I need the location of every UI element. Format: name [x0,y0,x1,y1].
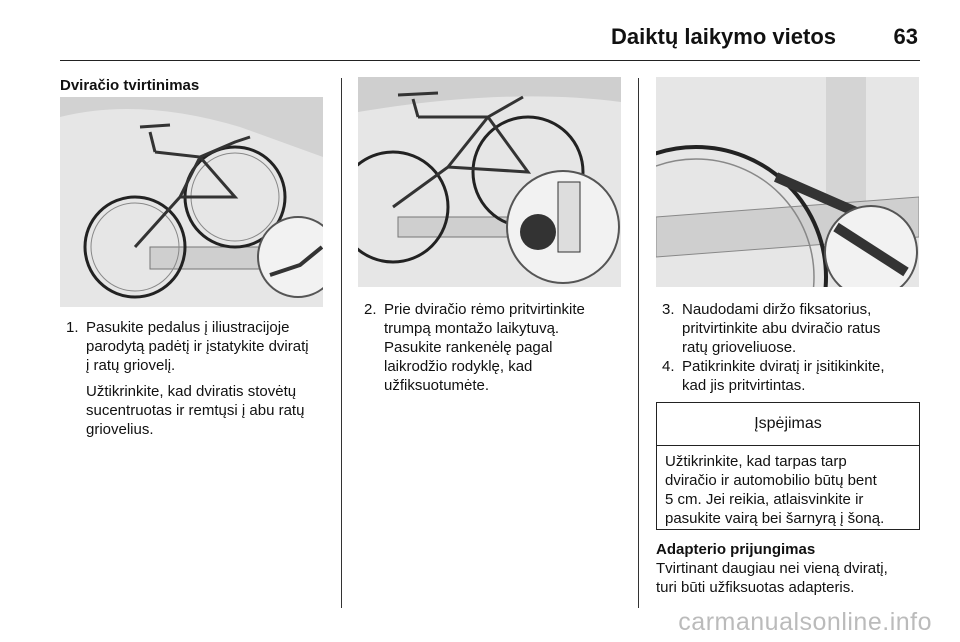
adapter-line: Tvirtinant daugiau nei vieną dviratį, [656,560,888,577]
warning-title: Įspėjimas [657,403,919,446]
warning-line: pasukite vairą bei šarnyrą į šoną. [665,510,885,527]
page-header [60,18,920,61]
step-number: 4. [662,358,675,375]
warning-line: dviračio ir automobilio būtų bent [665,472,877,489]
warning-box [656,402,920,530]
step-line: Pasukite pedalus į iliustracijoje [86,319,290,336]
step-line: Pasukite rankenėlę pagal [384,339,553,356]
watermark: carmanualsonline.info [678,608,932,636]
warning-line: 5 cm. Jei reikia, atlaisvinkite ir [665,491,864,508]
column-divider [341,78,342,608]
step-number: 1. [66,319,79,336]
step-line: Patikrinkite dviratį ir įsitikinkite, [682,358,885,375]
step-line: parodytą padėtį ir įstatykite dviratį [86,338,309,355]
step-3 [662,300,932,357]
step-line: į ratų griovelį. [86,357,176,374]
step-line: užfiksuotumėte. [384,377,490,394]
step-line: laikrodžio rodyklę, kad [384,358,533,375]
step-2 [364,300,634,395]
adapter-line: turi būti užfiksuotas adapteris. [656,579,855,596]
step-note: griovelius. [86,421,154,438]
step-line: Naudodami diržo fiksatorius, [682,301,872,318]
step-note: Užtikrinkite, kad dviratis stovėtų [86,383,297,400]
step-number: 3. [662,301,675,318]
step-line: trumpą montažo laikytuvą. [384,320,560,337]
illustration-bike-pedals [60,97,323,307]
step-note: sucentruotas ir remtųsi į abu ratų [86,402,305,419]
illustration-frame-holder [358,77,621,287]
warning-line: Užtikrinkite, kad tarpas tarp [665,453,847,470]
header-title: Daiktų laikymo vietos [611,24,836,49]
step-line: pritvirtinkite abu dviračio ratus [682,320,881,337]
column-divider [638,78,639,608]
page-number: 63 [893,24,918,49]
section-title: Dviračio tvirtinimas [60,77,200,94]
adapter-title: Adapterio prijungimas [656,541,816,558]
step-number: 2. [364,301,377,318]
step-4 [662,357,932,395]
adapter-text [656,559,936,597]
step-1 [66,318,336,446]
illustration-wheel-strap [656,77,919,287]
step-line: ratų grioveliuose. [682,339,797,356]
step-line: kad jis pritvirtintas. [682,377,806,394]
step-line: Prie dviračio rėmo pritvirtinkite [384,301,585,318]
